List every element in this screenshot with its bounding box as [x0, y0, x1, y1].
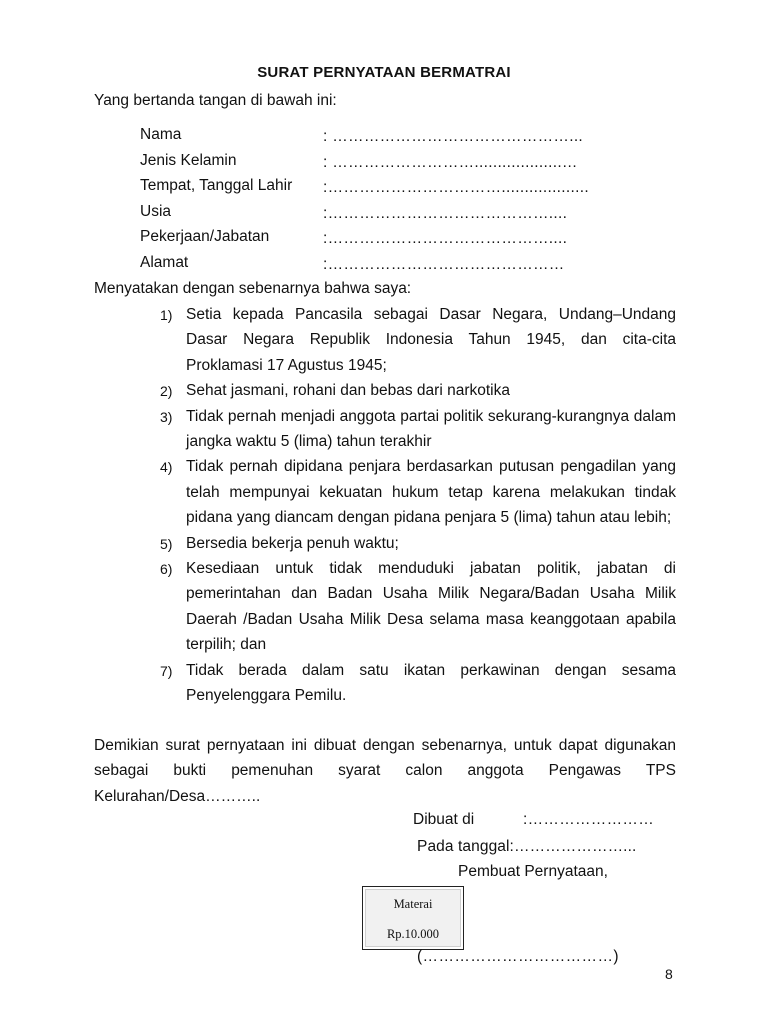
list-item-text: Setia kepada Pancasila sebagai Dasar Negara, Undang–Undang Dasar Negara Republik Indonesia Tahun 1945, dan cita-cita Proklamasi 17 Agustus 1945;: [186, 306, 676, 374]
stamp-label: Materai: [393, 897, 433, 911]
field-dotted-value: :……………………………………....: [323, 204, 568, 222]
field-usia: [140, 201, 700, 227]
field-label: Tempat, Tanggal Lahir: [140, 177, 293, 195]
list-item-number: 4): [160, 459, 173, 476]
list-item-text: Bersedia bekerja penuh waktu;: [186, 534, 399, 552]
list-item: [160, 454, 676, 530]
field-nama: [140, 124, 700, 150]
identity-fields: [140, 124, 700, 278]
field-label: Jenis Kelamin: [140, 151, 237, 169]
field-jenis-kelamin: [140, 150, 700, 176]
list-item: [160, 378, 676, 403]
list-item: [160, 658, 676, 709]
list-item-number: 3): [160, 408, 173, 425]
list-item-number: 6): [160, 561, 173, 578]
statement-intro: Menyatakan dengan sebenarnya bahwa saya:: [94, 280, 412, 297]
field-dotted-value: :……………………………………....: [323, 230, 568, 248]
made-at-value: :……………………: [523, 811, 655, 828]
stamp-box: [362, 886, 464, 950]
page-number: 8: [665, 966, 673, 982]
statement-list: [160, 302, 676, 709]
list-item-text: Tidak pernah dipidana penjara berdasarkan putusan pengadilan yang telah mempunyai kekuatan hukum tetap karena melakukan tindak pidana yang diancam dengan pidana penjara 5 (lima) tahun atau lebih;: [186, 458, 676, 527]
list-item-number: 2): [160, 383, 173, 400]
list-item: [160, 531, 676, 556]
field-pekerjaan-jabatan: [140, 226, 700, 252]
stamp-value: Rp.10.000: [386, 927, 440, 941]
field-dotted-value: : ………………………………………...: [323, 128, 584, 145]
signer-label: Pembuat Pernyataan,: [458, 863, 608, 880]
list-item-number: 7): [160, 662, 173, 679]
list-item-text: Kesediaan untuk tidak menduduki jabatan politik, jabatan di pemerintahan dan Badan Usaha Milik Negara/Badan Usaha Milik Daerah /Badan Usaha Milik Desa selama masa keanggotaan apabila terpilih; dan: [186, 560, 676, 654]
list-item-text: Sehat jasmani, rohani dan bebas dari narkotika: [186, 382, 510, 400]
date-line: Pada tanggal:…………………...: [417, 838, 637, 855]
list-item-text: Tidak berada dalam satu ikatan perkawinan dengan sesama Penyelenggara Pemilu.: [186, 661, 676, 705]
field-label: Usia: [140, 202, 172, 220]
field-tempat-tanggal-lahir: [140, 175, 700, 201]
field-dotted-value: :……………………………...................: [323, 179, 589, 197]
signature-name-line: (………………………………): [417, 948, 619, 965]
field-alamat: [140, 252, 700, 278]
list-item-text: Tidak pernah menjadi anggota partai politik sekurang-kurangnya dalam jangka waktu 5 (lima) tahun terakhir: [186, 407, 676, 451]
made-at-label: Dibuat di: [413, 811, 475, 828]
intro-text: Yang bertanda tangan di bawah ini:: [94, 92, 337, 109]
closing-paragraph: Demikian surat pernyataan ini dibuat dengan sebenarnya, untuk dapat digunakan sebagai bukti pemenuhan syarat calon anggota Pengawas TPS Kelurahan/Desa………..: [94, 737, 676, 805]
list-item: [160, 556, 676, 658]
list-item-number: 5): [160, 535, 173, 552]
field-dotted-value: : ………………………...................…: [323, 153, 578, 171]
list-item: [160, 302, 676, 378]
list-item-number: 1): [160, 307, 173, 323]
list-item: [160, 404, 676, 455]
field-label: Nama: [140, 126, 182, 143]
field-label: Pekerjaan/Jabatan: [140, 228, 270, 246]
document-title: SURAT PERNYATAAN BERMATRAI: [257, 64, 511, 81]
field-label: Alamat: [140, 253, 189, 271]
field-dotted-value: :………………………………………: [323, 255, 565, 273]
